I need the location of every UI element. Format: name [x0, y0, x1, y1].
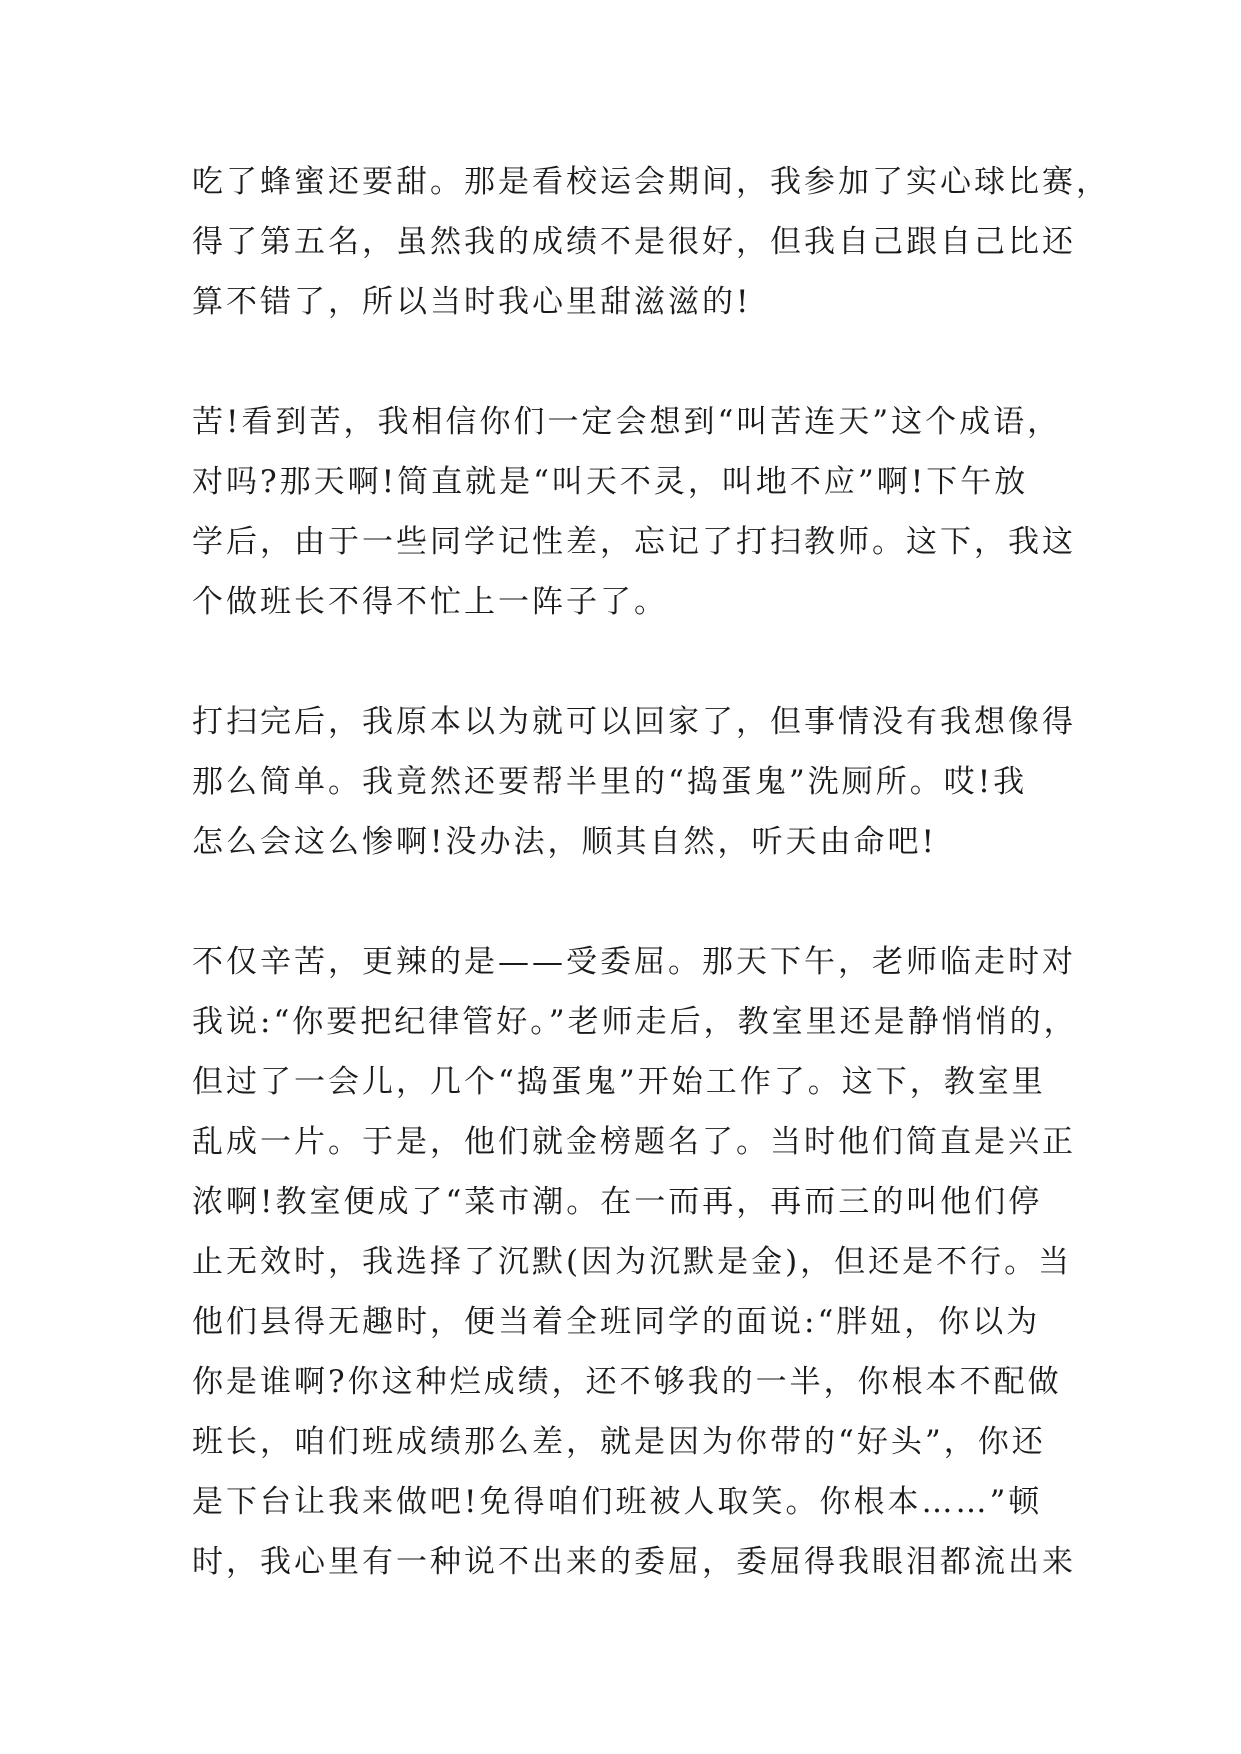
text-line: 止无效时，我选择了沉默(因为沉默是金)，但还是不行。当 [192, 1244, 1073, 1280]
text-line: 得了第五名，虽然我的成绩不是很好，但我自己跟自己比还 [192, 224, 1076, 260]
text-line: 对吗?那天啊!简直就是“叫天不灵，叫地不应”啊!下午放 [192, 464, 1029, 500]
text-line: 但过了一会儿，几个“捣蛋鬼”开始工作了。这下，教室里 [192, 1064, 1046, 1100]
text-line: 不仅辛苦，更辣的是——受委屈。那天下午，老师临走时对 [192, 944, 1076, 980]
text-line: 苦!看到苦，我相信你们一定会想到“叫苦连天”这个成语， [192, 404, 1062, 440]
document-page [192, 152, 1110, 1592]
paragraph-gap [192, 332, 1060, 392]
text-line: 算不错了，所以当时我心里甜滋滋的! [192, 284, 752, 320]
paragraph-gap [192, 872, 1060, 932]
paragraph-cleaning [192, 692, 1076, 872]
text-line: 吃了蜂蜜还要甜。那是看校运会期间，我参加了实心球比赛， [192, 164, 1110, 200]
text-line: 班长，咱们班成绩那么差，就是因为你带的“好头”，你还 [192, 1424, 1046, 1460]
text-line: 学后，由于一些同学记性差，忘记了打扫教师。这下，我这 [192, 524, 1076, 560]
text-line: 他们县得无趣时，便当着全班同学的面说:“胖妞，你以为 [192, 1304, 1041, 1340]
text-line: 乱成一片。于是，他们就金榜题名了。当时他们简直是兴正 [192, 1124, 1076, 1160]
paragraph-gap [192, 632, 1060, 692]
text-line: 我说:“你要把纪律管好。”老师走后，教室里还是静悄悄的， [192, 1004, 1078, 1040]
text-line: 时，我心里有一种说不出来的委屈，委屈得我眼泪都流出来 [192, 1544, 1076, 1580]
paragraph-bitter [192, 392, 1076, 632]
text-line: 浓啊!教室便成了“菜市潮。在一而再，再而三的叫他们停 [192, 1184, 1043, 1220]
paragraph-grievance [192, 932, 1078, 1592]
text-line: 是下台让我来做吧!免得咱们班被人取笑。你根本……”顿 [192, 1484, 1043, 1520]
text-line: 个做班长不得不忙上一阵子了。 [192, 584, 668, 620]
text-line: 打扫完后，我原本以为就可以回家了，但事情没有我想像得 [192, 704, 1076, 740]
text-line: 你是谁啊?你这种烂成绩，还不够我的一半，你根本不配做 [192, 1364, 1062, 1400]
text-line: 怎么会这么惨啊!没办法，顺其自然，听天由命吧! [192, 824, 937, 860]
text-line: 那么简单。我竟然还要帮半里的“捣蛋鬼”洗厕所。哎!我 [192, 764, 1028, 800]
paragraph-sweet [192, 152, 1110, 332]
